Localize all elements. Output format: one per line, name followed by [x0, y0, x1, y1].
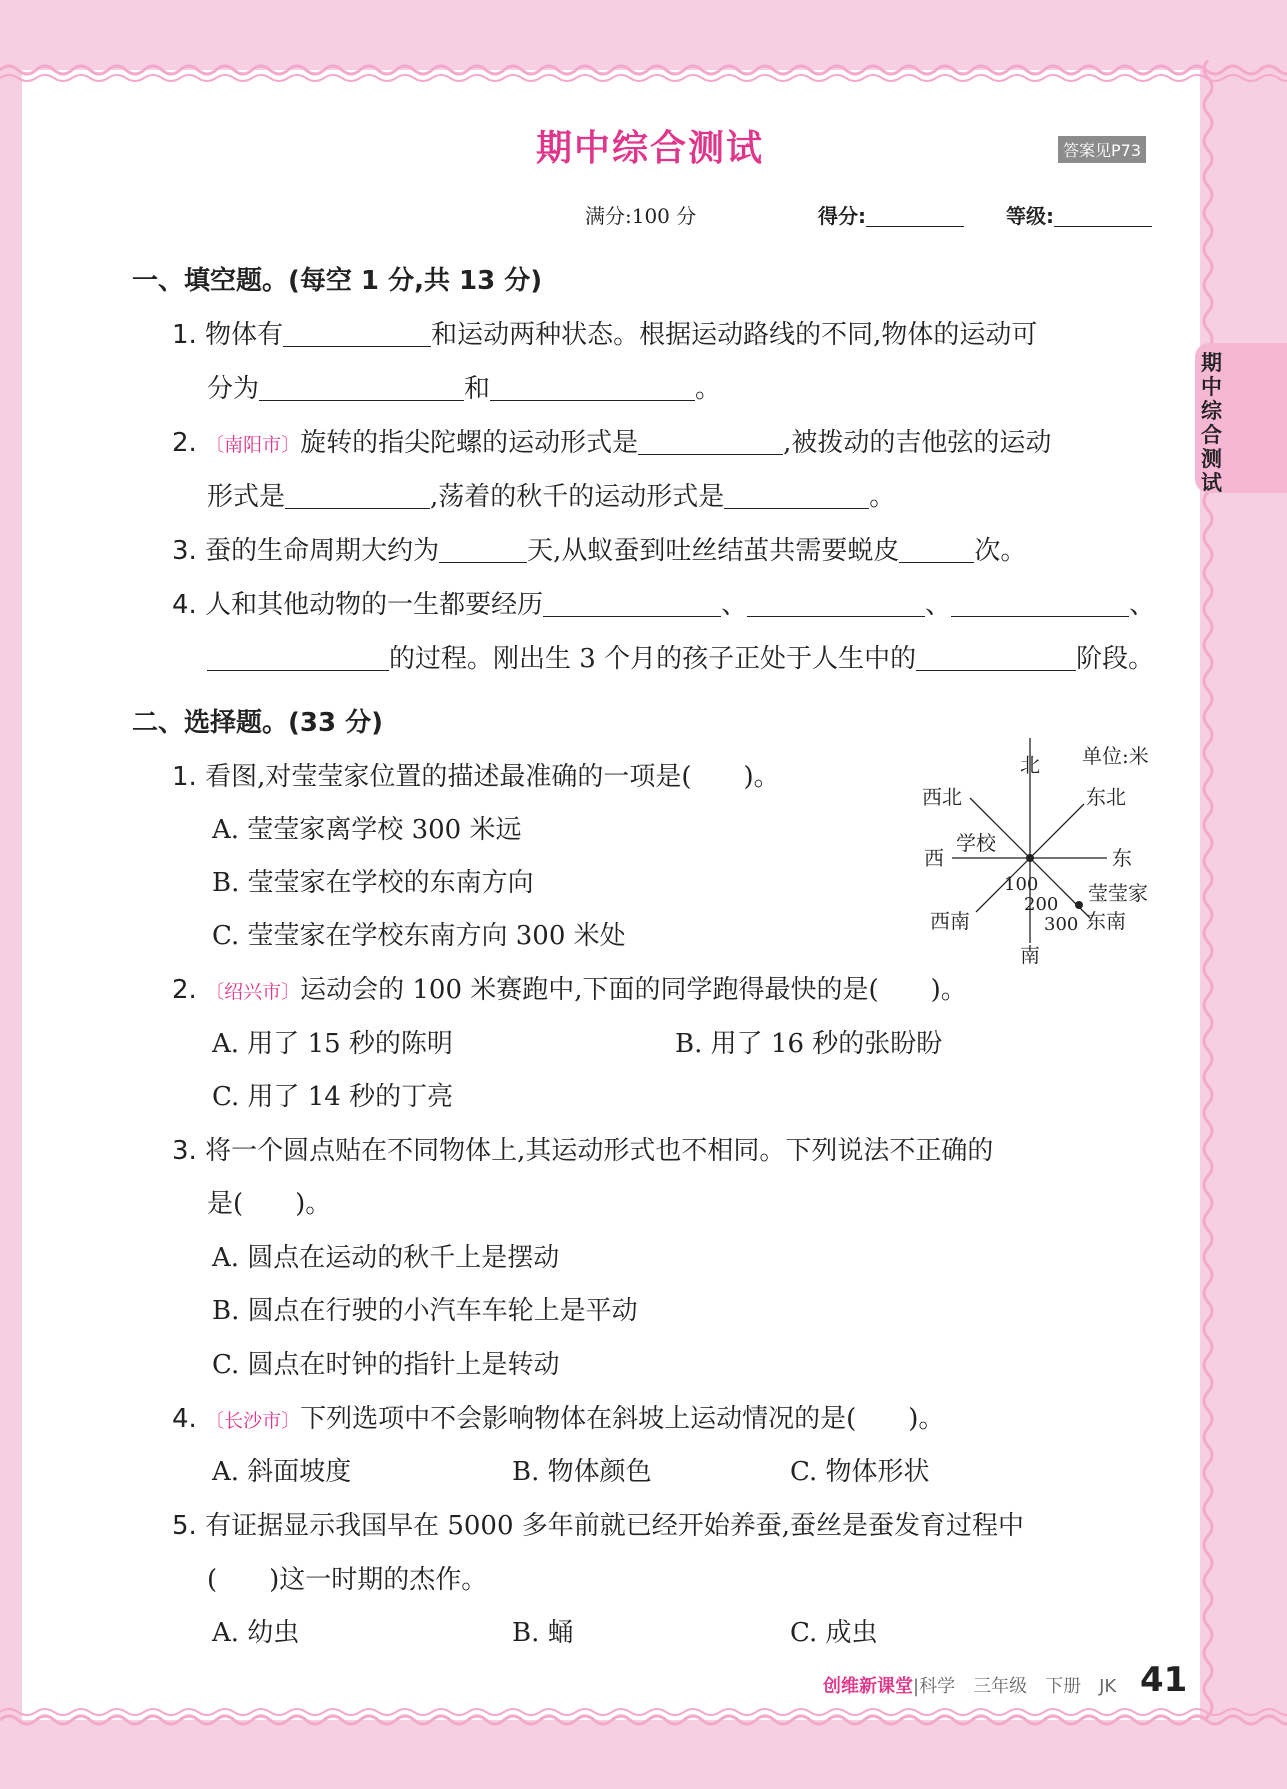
s1-q1-line1 [172, 320, 1037, 350]
s2-q4-option-a[interactable]: A. 斜面坡度 [212, 1457, 352, 1487]
answer-reference-badge: 答案见P73 [1058, 136, 1146, 163]
score-label: 得分: [818, 204, 866, 228]
answer-blank[interactable] [439, 540, 527, 563]
page-title: 期中综合测试 [535, 128, 764, 169]
answer-blank[interactable] [747, 594, 925, 617]
q3-text: 次。 [974, 536, 1027, 566]
s2-q2-option-b[interactable]: B. 用了 16 秒的张盼盼 [675, 1029, 943, 1059]
s2-q1-stem [172, 762, 780, 792]
q3-stem: 将一个圆点贴在不同物体上,其运动形式也不相同。下列说法不正确的 [205, 1136, 994, 1166]
s2-q5-option-c[interactable]: C. 成虫 [790, 1618, 878, 1648]
s1-q1-line2 [207, 374, 721, 404]
grade-label: 等级: [1006, 204, 1054, 228]
section2-heading: 二、选择题。(33 分) [132, 708, 383, 738]
northeast-label: 东北 [1086, 785, 1126, 809]
top-wave-border [0, 50, 1287, 90]
question-number: 1. [172, 320, 197, 350]
distance-100-label: 100 [1004, 874, 1039, 895]
s2-q5-option-b[interactable]: B. 蛹 [512, 1618, 574, 1648]
separator: 、 [721, 590, 748, 620]
q4-text: 人和其他动物的一生都要经历 [205, 590, 544, 620]
answer-blank[interactable] [916, 648, 1076, 671]
q1-text: 分为 [207, 374, 260, 404]
s2-q1-option-c[interactable]: C. 莹莹家在学校东南方向 300 米处 [212, 921, 626, 951]
question-number: 2. [172, 428, 197, 458]
q1-text: 。 [695, 374, 722, 404]
q1-text: 和 [464, 374, 491, 404]
s2-q4-option-b[interactable]: B. 物体颜色 [512, 1457, 652, 1487]
southwest-label: 西南 [930, 909, 970, 933]
s2-q1-option-b[interactable]: B. 莹莹家在学校的东南方向 [212, 868, 534, 898]
compass-diagram [912, 738, 1172, 968]
side-tab [1195, 343, 1287, 493]
northwest-label: 西北 [922, 785, 962, 809]
side-tab-label: 期中综合测试 [1201, 351, 1222, 495]
q2-text: ,荡着的秋千的运动形式是 [430, 482, 725, 512]
bottom-wave-border [0, 1700, 1287, 1740]
q2-text: ,被拨动的吉他弦的运动 [783, 428, 1052, 458]
east-label: 东 [1112, 846, 1132, 870]
footer-subject: |科学 三年级 下册 JK [913, 1676, 1117, 1697]
s1-q2-line1 [172, 428, 1051, 460]
footer-brand: 创维新课堂 [823, 1676, 913, 1697]
section1-heading: 一、填空题。(每空 1 分,共 13 分) [132, 266, 543, 296]
question-number: 5. [172, 1511, 197, 1541]
q5-stem: 有证据显示我国早在 5000 多年前就已经开始养蚕,蚕丝是蚕发育过程中 [205, 1511, 1025, 1541]
q1-text: 和运动两种状态。根据运动路线的不同,物体的运动可 [431, 320, 1038, 350]
s2-q2-stem [172, 975, 967, 1007]
question-number: 2. [172, 975, 197, 1005]
grade-field[interactable] [1006, 200, 1152, 229]
q1-stem: 看图,对莹莹家位置的描述最准确的一项是( )。 [205, 762, 780, 792]
west-label: 西 [924, 846, 944, 870]
right-wave-border [1188, 60, 1228, 1720]
question-number: 3. [172, 536, 197, 566]
distance-200-label: 200 [1024, 894, 1059, 915]
q2-text: 旋转的指尖陀螺的运动形式是 [300, 428, 639, 458]
answer-blank[interactable] [543, 594, 721, 617]
home-label: 莹莹家 [1088, 881, 1148, 905]
answer-blank[interactable] [207, 648, 389, 671]
question-number: 1. [172, 762, 197, 792]
north-label: 北 [1020, 753, 1040, 777]
s1-q3-line [172, 536, 1026, 566]
q1-text: 物体有 [205, 320, 284, 350]
s2-q5-stem2: ( )这一时期的杰作。 [207, 1565, 488, 1595]
s1-q4-line2 [207, 644, 1154, 674]
s2-q2-option-a[interactable]: A. 用了 15 秒的陈明 [212, 1029, 453, 1059]
full-score-label: 满分:100 分 [585, 204, 697, 228]
separator: 、 [925, 590, 952, 620]
grade-blank[interactable] [1054, 204, 1152, 227]
southeast-label: 东南 [1086, 909, 1126, 933]
q2-stem: 运动会的 100 米赛跑中,下面的同学跑得最快的是( )。 [300, 975, 967, 1005]
s2-q1-option-a[interactable]: A. 莹莹家离学校 300 米远 [212, 815, 522, 845]
s2-q2-option-c[interactable]: C. 用了 14 秒的丁亮 [212, 1082, 454, 1112]
page-number: 41 [1140, 1660, 1188, 1700]
s2-q3-stem1 [172, 1136, 993, 1166]
south-label: 南 [1020, 943, 1040, 967]
q3-text: 天,从蚁蚕到吐丝结茧共需要蜕皮 [527, 536, 900, 566]
q4-text: 阶段。 [1076, 644, 1155, 674]
region-tag: 〔长沙市〕 [205, 1410, 301, 1432]
q4-text: 的过程。刚出生 3 个月的孩子正处于人生中的 [389, 644, 917, 674]
s2-q3-option-c[interactable]: C. 圆点在时钟的指针上是转动 [212, 1350, 560, 1380]
answer-blank[interactable] [951, 594, 1129, 617]
s2-q3-option-b[interactable]: B. 圆点在行驶的小汽车车轮上是平动 [212, 1296, 638, 1326]
s2-q3-option-a[interactable]: A. 圆点在运动的秋千上是摆动 [212, 1243, 560, 1273]
unit-label: 单位:米 [1082, 744, 1149, 768]
answer-blank[interactable] [490, 378, 695, 401]
q2-text: 形式是 [207, 482, 286, 512]
answer-blank[interactable] [638, 432, 783, 455]
s1-q2-line2 [207, 482, 895, 512]
score-field[interactable] [818, 200, 964, 229]
separator: 、 [1129, 590, 1156, 620]
question-number: 4. [172, 590, 197, 620]
distance-300-label: 300 [1044, 914, 1079, 935]
s2-q5-stem1 [172, 1511, 1024, 1541]
school-label: 学校 [956, 831, 996, 855]
region-tag: 〔绍兴市〕 [205, 981, 301, 1003]
question-number: 3. [172, 1136, 197, 1166]
answer-blank[interactable] [724, 486, 869, 509]
answer-blank[interactable] [285, 486, 430, 509]
question-number: 4. [172, 1404, 197, 1434]
answer-blank[interactable] [259, 378, 464, 401]
answer-blank[interactable] [899, 540, 974, 563]
answer-blank[interactable] [283, 324, 431, 347]
score-blank[interactable] [866, 204, 964, 227]
q2-text: 。 [869, 482, 896, 512]
q4-stem: 下列选项中不会影响物体在斜坡上运动情况的是( )。 [300, 1404, 945, 1434]
q3-text: 蚕的生命周期大约为 [205, 536, 440, 566]
s2-q4-stem [172, 1404, 944, 1436]
region-tag: 〔南阳市〕 [205, 434, 301, 456]
s2-q5-option-a[interactable]: A. 幼虫 [212, 1618, 300, 1648]
footer-info [823, 1672, 1116, 1698]
s2-q4-option-c[interactable]: C. 物体形状 [790, 1457, 930, 1487]
s2-q3-stem2: 是( )。 [207, 1189, 332, 1219]
s1-q4-line1 [172, 590, 1155, 620]
